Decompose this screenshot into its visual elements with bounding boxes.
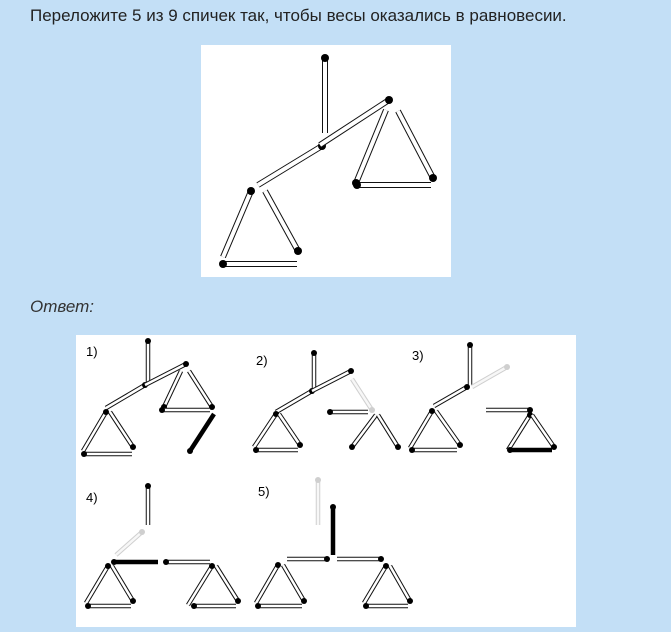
matchstick-9 [353, 181, 431, 189]
answer-label: Ответ: [30, 297, 95, 316]
solution-matchstick-23 [472, 364, 510, 387]
solution-matchstick-19 [349, 415, 376, 450]
solution-matchstick-22 [434, 384, 470, 406]
solution-matchstick-16 [253, 447, 298, 453]
step-label-5: 5) [258, 484, 270, 499]
solution-matchstick-50 [363, 603, 408, 609]
solution-matchstick-20 [378, 415, 401, 450]
matchstick-8 [398, 111, 437, 182]
matchstick-1 [321, 54, 329, 133]
solution-figure [76, 335, 576, 627]
solution-matchstick-28 [508, 412, 533, 450]
puzzle-figure [201, 45, 451, 277]
solution-matchstick-47 [255, 603, 302, 609]
step-label-3: 3) [412, 348, 424, 363]
solution-matchstick-5 [110, 412, 136, 450]
solution-matchstick-39 [216, 566, 241, 604]
solution-matchstick-9 [159, 407, 210, 413]
initial-scale-diagram [201, 45, 451, 277]
solution-matchstick-43 [287, 556, 330, 562]
solution-matchstick-45 [256, 562, 281, 603]
solution-matchstick-41 [315, 477, 321, 525]
matchstick-6 [219, 260, 297, 268]
step-label-2: 2) [256, 353, 268, 368]
solution-matchstick-21 [467, 342, 473, 385]
solution-steps-diagram [76, 335, 576, 627]
solution-matchstick-10 [187, 414, 214, 454]
solution-matchstick-49 [390, 566, 413, 604]
solution-matchstick-32 [116, 529, 145, 555]
solution-matchstick-48 [364, 563, 389, 603]
solution-matchstick-29 [532, 415, 557, 450]
solution-matchstick-11 [311, 350, 317, 390]
solution-matchstick-6 [81, 451, 132, 457]
solution-matchstick-18 [327, 409, 368, 415]
solution-matchstick-17 [352, 379, 375, 413]
solution-matchstick-13 [312, 368, 354, 391]
solution-matchstick-12 [276, 388, 315, 412]
solution-matchstick-27 [486, 407, 533, 413]
solution-matchstick-30 [507, 447, 552, 453]
solution-matchstick-35 [112, 566, 136, 604]
solution-matchstick-14 [254, 411, 279, 447]
step-label-1: 1) [86, 344, 98, 359]
solution-matchstick-8 [189, 371, 215, 410]
solution-matchstick-2 [106, 382, 148, 408]
solution-matchstick-24 [410, 408, 435, 448]
solution-matchstick-34 [86, 563, 111, 603]
solution-matchstick-38 [188, 563, 215, 605]
solution-matchstick-46 [283, 565, 307, 604]
matchstick-5 [265, 191, 302, 255]
matchstick-4 [223, 187, 255, 257]
solution-matchstick-33 [111, 559, 158, 565]
solution-matchstick-26 [409, 447, 457, 453]
solution-matchstick-31 [145, 483, 151, 525]
question-text: Переложите 5 из 9 спичек так, чтобы весы оказались в равновесии. [30, 6, 567, 25]
solution-matchstick-4 [83, 409, 109, 451]
solution-matchstick-36 [85, 603, 131, 609]
solution-matchstick-40 [191, 603, 236, 609]
solution-matchstick-42 [330, 504, 336, 555]
matchstick-2 [258, 142, 326, 185]
solution-matchstick-44 [337, 556, 384, 562]
solution-matchstick-1 [145, 338, 151, 383]
solution-matchstick-37 [163, 559, 210, 565]
step-label-4: 4) [86, 490, 98, 505]
solution-matchstick-25 [436, 411, 463, 448]
solution-matchstick-15 [279, 414, 303, 448]
